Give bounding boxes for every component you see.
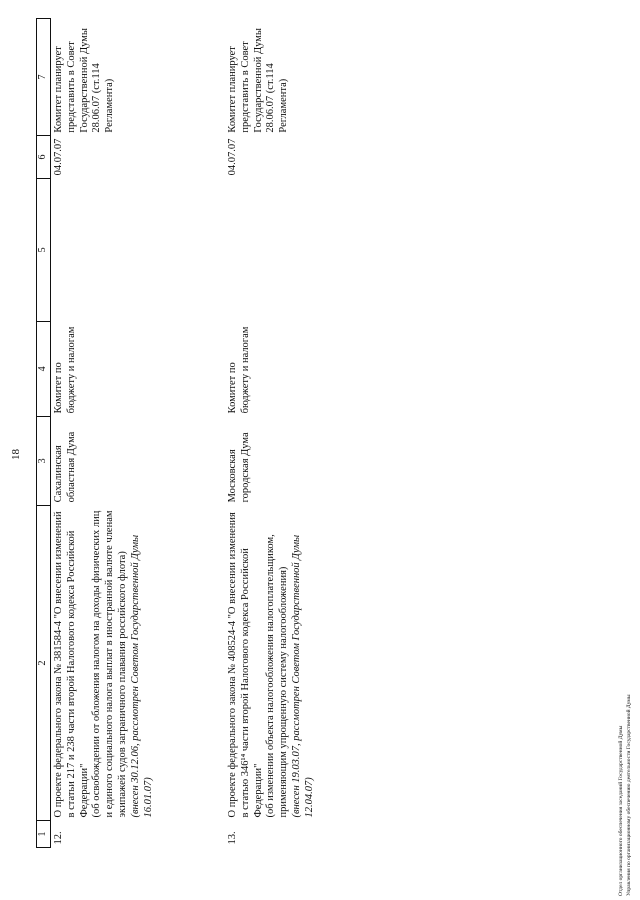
bill-author: Московская городская Дума bbox=[227, 432, 251, 503]
date-cell: 04.07.07 bbox=[227, 138, 238, 176]
table-header-row bbox=[37, 19, 51, 848]
column-header-4: 4 bbox=[37, 321, 51, 416]
responsible-committee: Комитет по бюджету и налогам bbox=[227, 326, 251, 414]
bill-subject: (об освобождении от обложения налогом на доходы физических лиц и единого социального налога выплат в иностранной валюте членам экипажей судов заграничного плавания российского флота) bbox=[91, 510, 128, 818]
status-cell: Комитет планирует представить в Совет Государственной Думы 28.06.07 (ст.114 Регламента) bbox=[227, 28, 290, 133]
date-cell: 04.07.07 bbox=[53, 138, 64, 176]
bill-author: Сахалинская областная Дума bbox=[53, 431, 77, 503]
bill-subject: (об изменении объекта налогообложения налогоплательщиком, применяющим упрощенную систему налогообложения) bbox=[265, 534, 290, 818]
bill-note: (внесен 19.03.07, рассмотрен Советом Государственной Думы 12.04.07) bbox=[290, 534, 315, 818]
column-header-7: 7 bbox=[37, 19, 51, 136]
column-header-5: 5 bbox=[37, 178, 51, 321]
page-number: 18 bbox=[10, 449, 22, 460]
bill-description-cell bbox=[225, 505, 377, 820]
bill-description-cell bbox=[51, 505, 226, 820]
table-row bbox=[225, 19, 377, 848]
bills-table bbox=[36, 18, 377, 848]
footer-line-1: Отдел организационного обеспечения заседаний Государственной Думы bbox=[618, 725, 624, 896]
column-5-cell bbox=[51, 178, 226, 321]
column-5-cell bbox=[225, 178, 377, 321]
column-header-3: 3 bbox=[37, 416, 51, 505]
column-header-6: 6 bbox=[37, 136, 51, 179]
bill-note: (внесен 30.12.06, рассмотрен Советом Государственной Думы 16.01.07) bbox=[129, 534, 154, 818]
status-cell: Комитет планирует представить в Совет Государственной Думы 28.06.07 (ст.114 Регламента) bbox=[53, 28, 116, 133]
footer-line-2: Управления по организационному обеспечению деятельности Государственной Думы bbox=[626, 694, 632, 896]
responsible-committee: Комитет по бюджету и налогам bbox=[53, 326, 77, 414]
table-row bbox=[51, 19, 226, 848]
row-number: 12. bbox=[53, 831, 64, 845]
column-header-1: 1 bbox=[37, 821, 51, 848]
column-header-2: 2 bbox=[37, 505, 51, 820]
bill-title: О проекте федерального закона № 408524-4 "О внесении изменения в статью 346¹⁴ части второй Налогового кодекса Российской Федерации" bbox=[227, 512, 264, 818]
row-number: 13. bbox=[227, 831, 238, 845]
bill-title: О проекте федерального закона № 381584-4 "О внесении изменений в статьи 217 и 238 части второй Налогового кодекса Российской Федерации" bbox=[53, 511, 90, 818]
